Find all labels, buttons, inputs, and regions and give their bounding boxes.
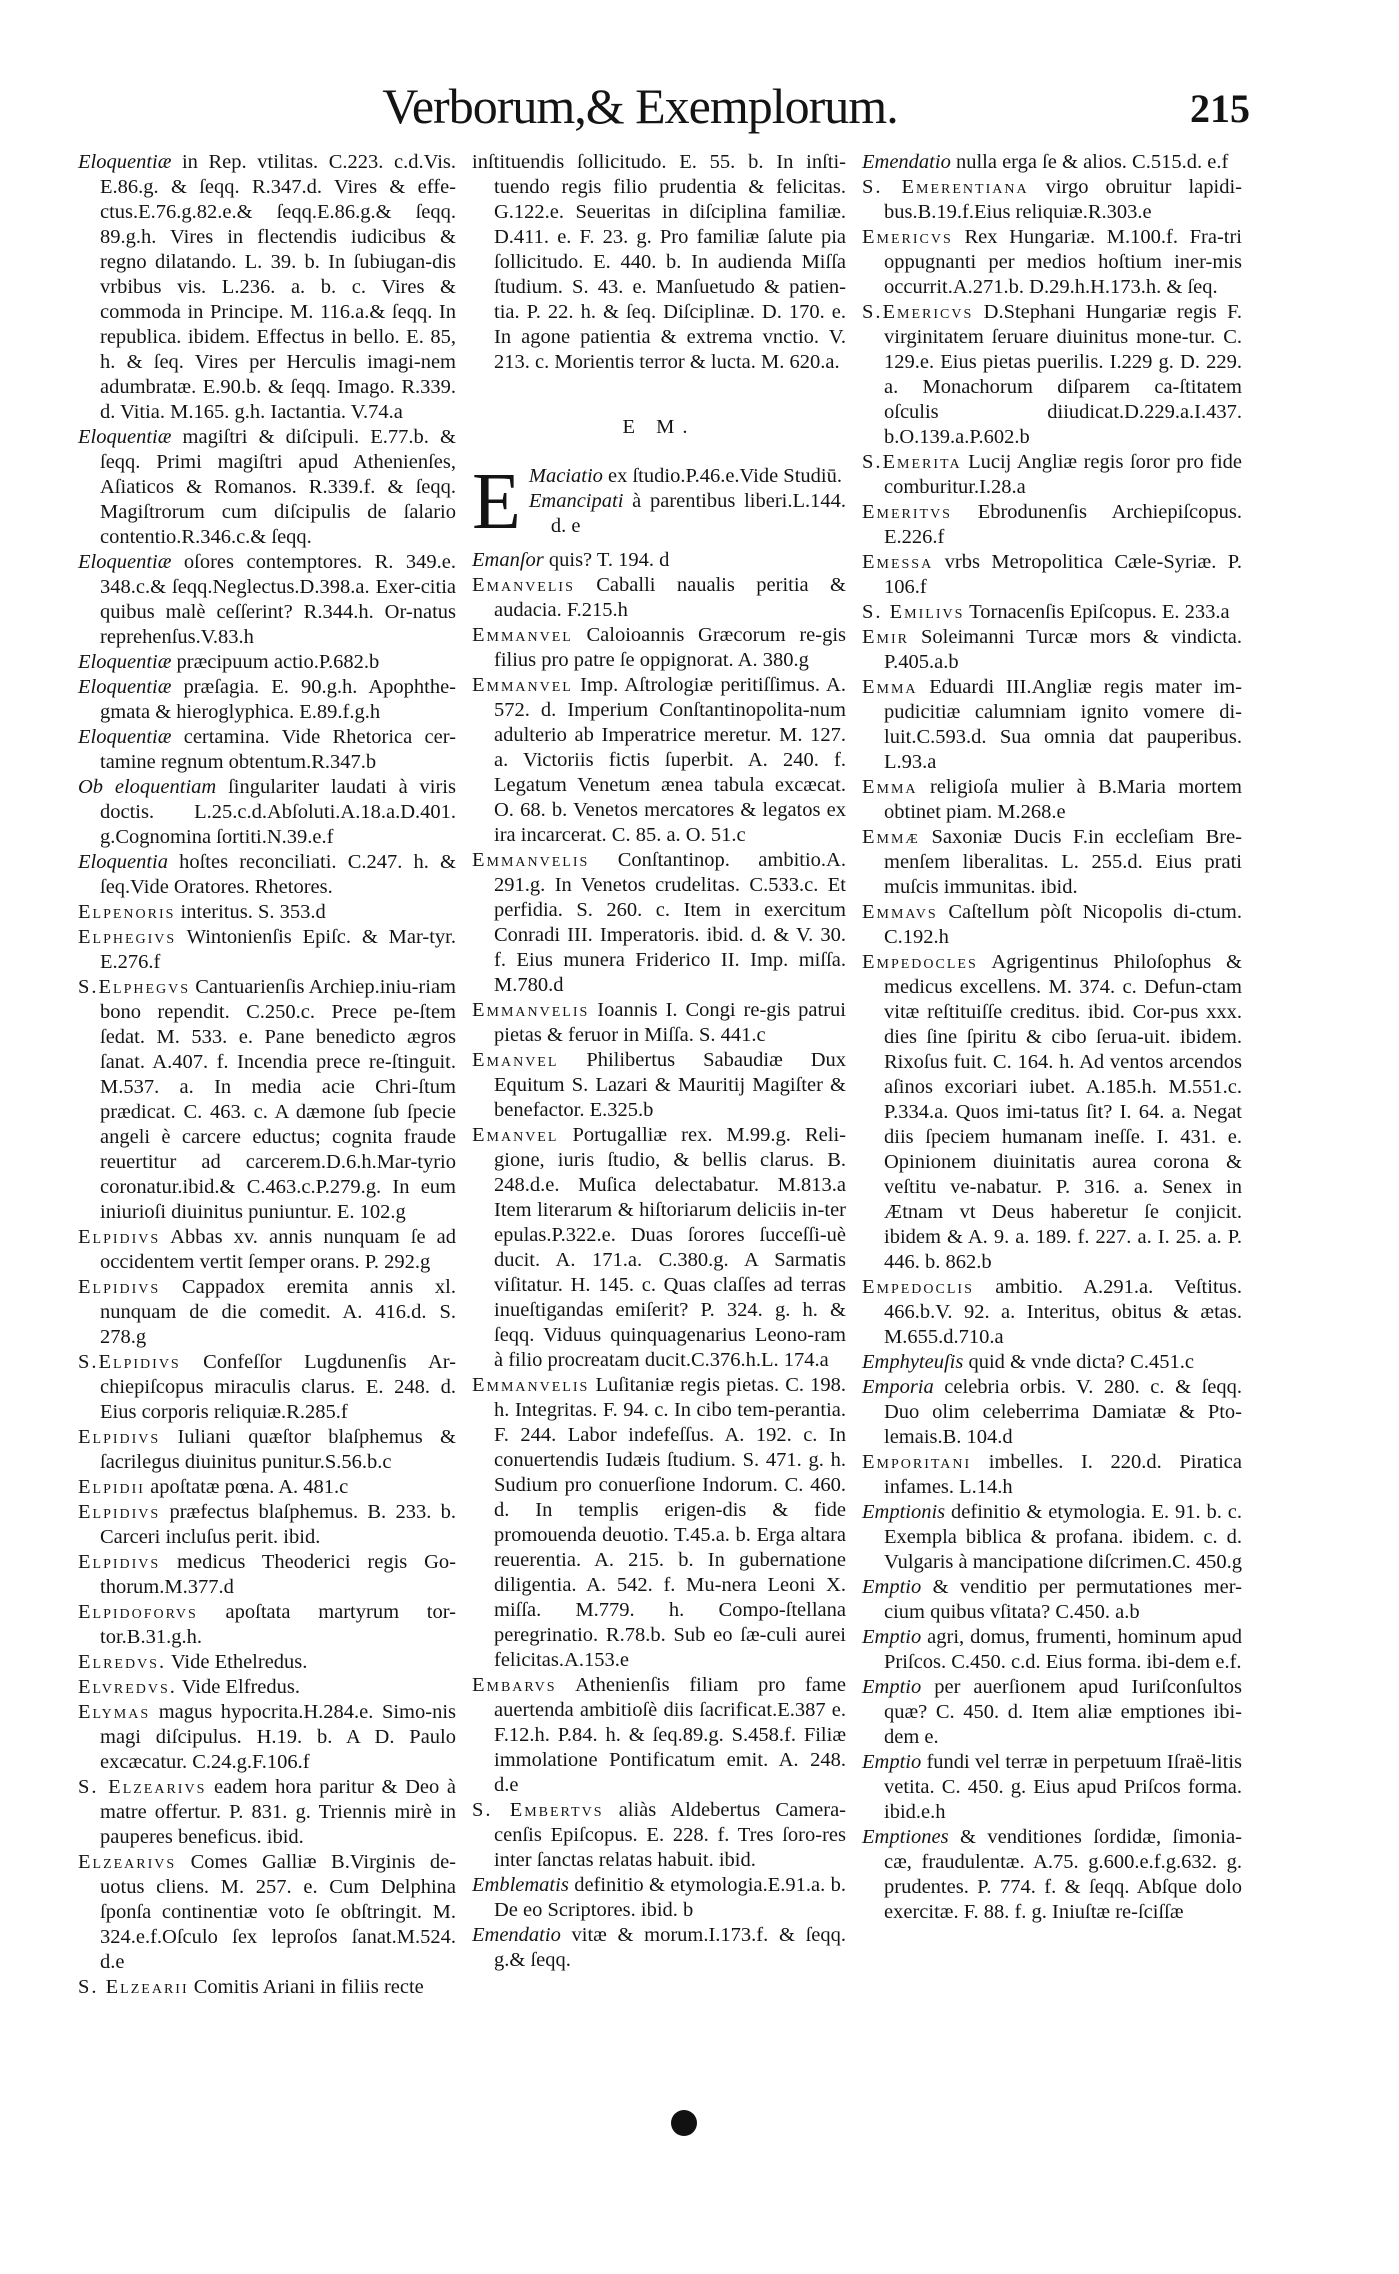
entry-headword: Emptio xyxy=(862,1576,922,1598)
index-entry xyxy=(78,1225,456,1275)
em-entries xyxy=(472,548,846,1973)
entry-text: Caballi naualis peritia & audacia. F.215.h xyxy=(494,574,846,621)
entry-headword: Elpidivs xyxy=(78,1551,161,1573)
entry-headword: Emmavs xyxy=(862,901,938,923)
index-entry xyxy=(78,675,456,725)
entry-text: quis? T. 194. d xyxy=(543,549,670,571)
index-entry xyxy=(78,1775,456,1850)
entry-headword: Emma xyxy=(862,676,918,698)
entry-text: Abbas xv. annis nunquam ſe ad occidentem vertit ſemper orans. P. 292.g xyxy=(100,1226,456,1273)
entry-headword: Emporia xyxy=(862,1376,934,1398)
entry-text: Ioannis I. Congi re-gis patrui pietas & feruor in Miſſa. S. 441.c xyxy=(494,999,846,1046)
entry-text: definitio & etymologia. E. 91. b. c. Exempla biblica & profana. ibidem. c. d. Vulgaris à mancipatione diſcrimen.C. 450.g xyxy=(884,1501,1242,1573)
entry-headword: Ob eloquentiam xyxy=(78,776,217,798)
entry-headword: Emmanvel xyxy=(472,674,573,696)
entry-text: magus hypocrita.H.284.e. Simo-nis magi diſcipulus. H.19. b. A D. Paulo excæcatur. C.24.g.F.106.f xyxy=(100,1701,456,1773)
index-entry xyxy=(472,150,846,375)
entry-text: præcipuum actio.P.682.b xyxy=(171,651,380,673)
entry-text: in Rep. vtilitas. C.223. c.d.Vis. E.86.g. & ſeqq. R.347.d. Vires & effe-ctus.E.76.g.82.e.& ſeqq.E.86.g.& ſeqq. 89.g.h. Vires in flectendis iudicibus & regno dilatando. L. 39. b. In ſubiugan-dis vrbibus vis. L.236. a. b. c. Vires & commoda in Principe. M. 116.a.& ſeqq. In republica. ibidem. Effectus in bello. E. 85, h. & ſeq. Vires per Herculis imagi-nem adumbratæ. E.90.b. & ſeqq. Imago. R.339. d. Vitia. M.165. g.h. Iactantia. V.74.a xyxy=(100,151,456,423)
entry-text: præſagia. E. 90.g.h. Apophthe-gmata & hieroglyphica. E.89.f.g.h xyxy=(100,676,456,723)
entry-text: vrbs Metropolitica Cæle-Syriæ. P. 106.f xyxy=(884,551,1242,598)
entry-text: quid & vnde dicta? C.451.c xyxy=(963,1351,1194,1373)
entry-headword: S.Elphegvs xyxy=(78,976,191,998)
index-entry xyxy=(78,1425,456,1475)
entry-headword: S.Emericvs xyxy=(862,301,974,323)
entry-headword: Elpenoris xyxy=(78,901,176,923)
entry-headword: Emmanvelis xyxy=(472,849,590,871)
index-entry xyxy=(862,1375,1242,1450)
entry-headword: Elphegivs xyxy=(78,926,177,948)
entry-headword: Emanvelis xyxy=(472,574,575,596)
index-entry xyxy=(862,1625,1242,1675)
entry-text: magiſtri & diſcipuli. E.77.b. & ſeqq. Primi magiſtri apud Athenienſes, Aſiaticos & Romanos. R.339.f. & ſeqq. Magiſtrorum cum diſcipulis de ſalario contentio.R.346.c.& ſeqq. xyxy=(100,426,456,548)
index-entry xyxy=(472,1373,846,1673)
entry-text: eadem hora paritur & Deo à matre offertur. P. 831. g. Triennis mirè in pauperes beneficus. ibid. xyxy=(100,1776,456,1848)
index-entry xyxy=(862,625,1242,675)
index-entry xyxy=(862,1675,1242,1750)
entry-text: Confeſſor Lugdunenſis Ar-chiepiſcopus miraculis clarus. E. 248. d. Eius corporis reliquiæ.R.285.f xyxy=(100,1351,456,1423)
entry-text: per auerſionem apud Iuriſconſultos quæ? C. 450. d. Item aliæ emptiones ibi-dem e. xyxy=(884,1676,1242,1748)
entry-headword: Elpidivs xyxy=(78,1426,161,1448)
entry-headword: Empedocles xyxy=(862,951,978,973)
entry-text: Rex Hungariæ. M.100.f. Fra-tri oppugnanti per medios hoſtium iner-mis occurrit.A.271.b. D.29.h.H.173.h. & ſeq. xyxy=(884,226,1242,298)
entry-text: Comes Galliæ B.Virginis de-uotus cliens. M. 257. e. Cum Delphina ſponſa continentiæ voto ſe obſtringit. M. 324.e.f.Oſculo ſex leproſos ſanat.M.524. d.e xyxy=(100,1851,456,1973)
index-entry xyxy=(472,1048,846,1123)
index-entry xyxy=(472,1798,846,1873)
index-entry xyxy=(472,1673,846,1798)
index-entry xyxy=(78,1475,456,1500)
entry-text: præfectus blaſphemus. B. 233. b. Carceri incluſus perit. ibid. xyxy=(100,1501,456,1548)
page-number: 215 xyxy=(1190,86,1250,131)
entry-text: Wintonienſis Epiſc. & Mar-tyr. E.276.f xyxy=(100,926,456,973)
drop-cap: E xyxy=(472,458,521,546)
index-entry xyxy=(862,1575,1242,1625)
entry-text: vitæ & morum.I.173.f. & ſeqq. g.& ſeqq. xyxy=(494,1924,846,1971)
index-entry xyxy=(472,848,846,998)
entry-text: Caloioannis Græcorum re-gis filius pro patre ſe oppignorat. A. 380.g xyxy=(494,624,846,671)
index-entry xyxy=(78,1600,456,1650)
entry-headword: Emblematis xyxy=(472,1874,569,1896)
entry-text: & venditio per permutationes mer-cium quibus vſitata? C.450. a.b xyxy=(884,1576,1242,1623)
entry-text: ambitio. A.291.a. Veſtitus. 466.b.V. 92. a. Interitus, obitus & ætas. M.655.d.710.a xyxy=(884,1276,1242,1348)
entry-headword: Eloquentiæ xyxy=(78,726,172,748)
entry-headword: Eloquentiæ xyxy=(78,651,172,673)
index-entry xyxy=(78,550,456,650)
index-entry xyxy=(78,650,456,675)
index-entry xyxy=(78,850,456,900)
entry-headword: Emphyteuſis xyxy=(862,1351,964,1373)
index-entry xyxy=(862,1825,1242,1925)
entry-text: Caſtellum pòſt Nicopolis di-ctum. C.192.h xyxy=(884,901,1242,948)
entry-text: certamina. Vide Rhetorica cer-tamine regnum obtentum.R.347.b xyxy=(100,726,456,773)
entry-text: Vide Elfredus. xyxy=(176,1676,300,1698)
entry-text: Comitis Ariani in filiis recte xyxy=(188,1976,424,1998)
index-entry xyxy=(862,300,1242,450)
entry-headword: S.Emerita xyxy=(862,451,962,473)
index-entry xyxy=(78,1975,456,2000)
entry-text: Conſtantinop. ambitio.A. 291.g. In Venetos crudelitas. C.533.c. Et perfidia. S. 260. c. Item in exercitum Conradi III. Imperatoris. ibid. d. & V. 30. f. Eius munera Friderico II. Imp. miſſa. M.780.d xyxy=(494,849,846,996)
entry-headword: Emmæ xyxy=(862,826,920,848)
entry-text: Portugalliæ rex. M.99.g. Reli-gione, iuris ſtudio, & bellis clarus. B. 248.d.e. Muſica delectabatur. M.813.a Item literarum & hiſtoriarum deliciis in-ter epulas.P.322.e. Duas ſorores ſucceſſi-uè ducit. A. 171.a. C.380.g. A Sarmatis viſitatur. H. 145. c. Quas claſſes ad terras inueſtigandas emiſerit? P. 324. g. h. & ſeqq. Viduus quinquagenarius Leono-ram à filio procreatam ducit.C.376.h.L. 174.a xyxy=(494,1124,846,1371)
index-entry xyxy=(862,1275,1242,1350)
entry-headword: Elzearivs xyxy=(78,1851,177,1873)
entry-text: virgo obruitur lapidi-bus.B.19.f.Eius reliquiæ.R.303.e xyxy=(884,176,1242,223)
entry-headword: Emmanvelis xyxy=(472,999,590,1021)
entry-text: medicus Theoderici regis Go-thorum.M.377.d xyxy=(100,1551,456,1598)
index-entry xyxy=(472,623,846,673)
drop-cap-block xyxy=(472,458,846,546)
entry-headword: Maciatio xyxy=(528,465,603,487)
entry-headword: Elvredvs. xyxy=(78,1676,177,1698)
index-entry xyxy=(78,775,456,850)
index-entry xyxy=(862,675,1242,775)
index-entry xyxy=(862,225,1242,300)
entry-text: interitus. S. 353.d xyxy=(175,901,326,923)
index-entry xyxy=(862,1350,1242,1375)
entry-headword: S. Emerentiana xyxy=(862,176,1029,198)
index-entry xyxy=(862,1450,1242,1500)
entry-text: hoſtes reconciliati. C.247. h. & ſeq.Vide Oratores. Rhetores. xyxy=(100,851,456,898)
entry-text: Athenienſis filiam pro fame auertenda ambitioſè diis ſacrificat.E.387 e. F.12.h. P.84. h. & ſeq.89.g. S.458.f. Filiæ immolatione Pontificatum emit. A. 248. d.e xyxy=(494,1674,846,1796)
entry-headword: Eloquentiæ xyxy=(78,426,172,448)
entry-text: Iuliani quæſtor blaſphemus & ſacrilegus diuinitus punitur.S.56.b.c xyxy=(100,1426,456,1473)
continued-entries xyxy=(472,150,846,375)
entry-headword: Eloquentiæ xyxy=(78,151,172,173)
index-entry xyxy=(862,550,1242,600)
entry-headword: Eloquentia xyxy=(78,851,168,873)
entry-headword: Emanſor xyxy=(472,549,544,571)
entry-headword: Emancipati xyxy=(528,490,624,512)
index-entry xyxy=(862,1500,1242,1575)
entry-headword: Elpidii xyxy=(78,1476,145,1498)
index-entry xyxy=(78,425,456,550)
entry-headword: Elpidivs xyxy=(78,1501,161,1523)
entry-headword: Emmanvelis xyxy=(472,1374,590,1396)
index-column-3 xyxy=(862,150,1242,1925)
entry-headword: Elredvs. xyxy=(78,1651,167,1673)
index-entry xyxy=(472,1873,846,1923)
entry-text: oſores contemptores. R. 349.e. 348.c.& ſeqq.Neglectus.D.398.a. Exer-citia quibus malè ceſſerint? R.344.h. Or-natus reprehenſus.V.83.h xyxy=(100,551,456,648)
ink-blot-ornament xyxy=(671,2110,697,2136)
running-title: Verborum,& Exemplorum. xyxy=(382,78,898,134)
entry-headword: S. Emilivs xyxy=(862,601,965,623)
entry-text: aliàs Aldebertus Camera-cenſis Epiſcopus. E. 228. f. Tres ſoro-res inter ſanctas relatas habuit. ibid. xyxy=(494,1799,846,1871)
entry-text: D.Stephani Hungariæ regis F. virginitatem ſeruare diuinitus mone-tur. C. 129.e. Eius pietas puerilis. I.229 g. D. 229. a. Monachorum diſparem ca-ſtitatem oſculis diiudicat.D.229.a.I.437. b.O.139.a.P.602.b xyxy=(884,301,1242,448)
entry-headword: Emendatio xyxy=(472,1924,561,1946)
entry-headword: Emeritvs xyxy=(862,501,952,523)
entry-headword: Emmanvel xyxy=(472,624,573,646)
entry-text: fundi vel terræ in perpetuum Iſraë-litis vetita. C. 450. g. Eius apud Priſcos forma. ibid.e.h xyxy=(884,1751,1242,1823)
index-entry xyxy=(862,1750,1242,1825)
entry-headword: S. Elzearivs xyxy=(78,1776,207,1798)
index-entry xyxy=(472,1923,846,1973)
entry-text: Luſitaniæ regis pietas. C. 198. h. Integritas. F. 94. c. In cibo tem-perantia. F. 244. Labor indefeſſus. A. 192. c. In conuertendis Iudæis ſtudium. S. 471. g. h. Sudium pro conuerſione Indorum. C. 460. d. In templis erigen-dis & fide promouenda deuotio. T.45.a. b. Erga altara reuerentia. A. 215. b. In gubernatione diligentia. A. 542. f. Mu-nera Leoni X. miſſa. M.779. h. Compo-ſtellana peregrinatio. R.78.b. Sub eo ſæ-culi aurei felicitas.A.153.e xyxy=(494,1374,846,1671)
entry-headword: Elpidoforvs xyxy=(78,1601,198,1623)
entry-headword: Elymas xyxy=(78,1701,151,1723)
entry-headword: Emir xyxy=(862,626,909,648)
index-entry xyxy=(78,925,456,975)
entry-text: apoſtata martyrum tor-tor.B.31.g.h. xyxy=(100,1601,456,1648)
entry-headword: Emma xyxy=(862,776,918,798)
index-entry xyxy=(78,1650,456,1675)
index-entry xyxy=(862,825,1242,900)
index-entry xyxy=(78,725,456,775)
index-entry xyxy=(78,150,456,425)
entry-text: celebria orbis. V. 280. c. & ſeqq. Duo olim celeberrima Damiatæ & Pto-lemais.B. 104.d xyxy=(884,1376,1242,1448)
entry-headword: Emanvel xyxy=(472,1049,559,1071)
entry-headword: Emptio xyxy=(862,1676,922,1698)
index-entry xyxy=(472,673,846,848)
index-entry xyxy=(78,975,456,1225)
index-entry xyxy=(78,900,456,925)
entry-headword: Emptionis xyxy=(862,1501,946,1523)
entry-text: Philibertus Sabaudiæ Dux Equitum S. Lazari & Mauritij Magiſter & benefactor. E.325.b xyxy=(494,1049,846,1121)
index-entry xyxy=(78,1350,456,1425)
drop-cap-entries xyxy=(529,464,846,539)
section-heading: E M. xyxy=(622,416,696,438)
entry-text: Eduardi III.Angliæ regis mater im-pudicitiæ calumniam ignito vomere di-luit.C.593.d. Sua omnia dat pauperibus. L.93.a xyxy=(884,676,1242,773)
index-entry xyxy=(862,600,1242,625)
entry-text: Agrigentinus Philoſophus & medicus excellens. M. 374. c. Defun-ctam vitæ reſtituiſſe creditus. ibid. Cor-pus xxx. dies ſine ſpiritu & cibo ſerua-uit. ibidem. Rixoſus fuit. C. 164. h. Ad ventos arcendos aſinos excoriari iubet. A.185.h. M.551.c. P.334.a. Quos imi-tatus ſit? I. 64. a. Negat diis ſpeciem humanam ineſſe. I. 431. e. Opinionem diuinitatis aurea corona & veſtitu ve-nabatur. P. 316. a. Senex in Ætnam vt Deus haberetur ſe conjicit. ibidem & A. 9. a. 189. f. 227. a. I. 25. a. P. 446. b. 862.b xyxy=(884,951,1242,1273)
entry-text: apoſtatæ pœna. A. 481.c xyxy=(144,1476,349,1498)
entry-text: Ebrodunenſis Archiepiſcopus. E.226.f xyxy=(884,501,1242,548)
entry-text: Vide Ethelredus. xyxy=(166,1651,308,1673)
entry-headword: Embarvs xyxy=(472,1674,557,1696)
entry-headword: Emptio xyxy=(862,1751,922,1773)
entry-headword: Emendatio xyxy=(862,151,951,173)
entry-headword: Elpidivs xyxy=(78,1226,161,1248)
entry-text: ſingulariter laudati à viris doctis. L.25.c.d.Abſoluti.A.18.a.D.401. g.Cognomina ſortiti.N.39.e.f xyxy=(100,776,456,848)
entry-text: Lucij Angliæ regis ſoror pro fide comburitur.I.28.a xyxy=(884,451,1242,498)
entry-headword: S. Elzearii xyxy=(78,1976,189,1998)
entry-headword: Eloquentiæ xyxy=(78,676,172,698)
entry-headword: Empedoclis xyxy=(862,1276,974,1298)
index-entry xyxy=(78,1675,456,1700)
index-entry xyxy=(78,1550,456,1600)
index-column-2 xyxy=(472,150,846,1973)
entry-text: Imp. Aſtrologiæ peritiſſimus. A. 572. d. Imperium Conſtantinopolita-num adulterio ab Imperatrice meretur. M. 127. a. Victoriis fictis ſuperbit. A. 240. f. Legatum Venetum ænea tabula excæcat. O. 68. b. Venetos mercatores & legatos ex ira incarcerat. C. 85. a. O. 51.c xyxy=(494,674,846,846)
entry-headword: Emericvs xyxy=(862,226,953,248)
entry-text: Cantuarienſis Archiep.iniu-riam bono rependit. C.250.c. Prece pe-ſtem ſedat. M. 533. e. Pane benedicto ægros ſanat. A.407. f. Incendia prece re-ſtinguit. M.537. a. In media acie Chri-ſtum prædicat. C. 463. c. A dæmone ſub ſpecie angeli è carcere eductus; cognita fraude reuertitur ad carcerem.D.6.h.Mar-tyrio coronatur.ibid.& C.463.c.P.279.g. In eum iniurioſi diuinitus puniuntur. E. 102.g xyxy=(100,976,456,1223)
entry-text: Saxoniæ Ducis F.in eccleſiam Bre-menſem liberalitas. L. 255.d. Eius prati muſcis immunitas. ibid. xyxy=(884,826,1242,898)
index-entry xyxy=(78,1500,456,1550)
entry-text: à parentibus liberi.L.144. d. e xyxy=(550,490,846,537)
index-entry xyxy=(862,775,1242,825)
entry-headword: S.Elpidivs xyxy=(78,1351,181,1373)
entry-text: Cappadox eremita annis xl. nunquam de die comedit. A. 416.d. S. 278.g xyxy=(100,1276,456,1348)
entry-text: nulla erga ſe & alios. C.515.d. e.f xyxy=(950,151,1229,173)
index-entry xyxy=(472,998,846,1048)
entry-headword: Elpidivs xyxy=(78,1276,161,1298)
entry-headword: Eloquentiæ xyxy=(78,551,172,573)
entry-text: inſtituendis ſollicitudo. E. 55. b. In inſti-tuendo regis filio prudentia & felicitas. G.122.e. Seueritas in diſciplina familiæ. D.411. e. F. 23. g. Pro familiæ ſalute pia ſollicitudo. E. 440. b. In audienda Miſſa ſtudium. S. 43. e. Manſuetudo & patien-tia. P. 22. h. & ſeq. Diſciplinæ. D. 170. e. In agone patientia & extrema vnctio. V. 213. c. Morientis terror & lucta. M. 620.a. xyxy=(472,151,846,373)
index-entry xyxy=(862,450,1242,500)
index-entry xyxy=(78,1275,456,1350)
index-entry xyxy=(529,489,846,539)
entry-text: agri, domus, frumenti, hominum apud Priſcos. C.450. c.d. Eius forma. ibi-dem e.f. xyxy=(884,1626,1242,1673)
index-entry xyxy=(862,500,1242,550)
entry-text: Tornacenſis Epiſcopus. E. 233.a xyxy=(964,601,1230,623)
entry-text: Soleimanni Turcæ mors & vindicta. P.405.a.b xyxy=(884,626,1242,673)
index-entry xyxy=(472,573,846,623)
index-entry xyxy=(529,464,846,489)
index-entry xyxy=(862,175,1242,225)
index-entry xyxy=(862,150,1242,175)
entry-text: religioſa mulier à B.Maria mortem obtinet piam. M.268.e xyxy=(884,776,1242,823)
index-entry xyxy=(862,950,1242,1275)
entry-text: ex ſtudio.P.46.e.Vide Studiū. xyxy=(602,465,842,487)
entry-text: definitio & etymologia.E.91.a. b. De eo Scriptores. ibid. b xyxy=(494,1874,846,1921)
entry-text: & venditiones ſordidæ, ſimonia-cæ, fraudulentæ. A.75. g.600.e.f.g.632. g. prudentes. P. 774. f. & ſeqq. Abſque dolo exercitæ. F. 88. f. g. Iniuſtæ re-ſciſſæ xyxy=(884,1826,1242,1923)
entry-text: imbelles. I. 220.d. Piratica infames. L.14.h xyxy=(884,1451,1242,1498)
entry-headword: Emptiones xyxy=(862,1826,949,1848)
index-entry xyxy=(472,548,846,573)
entry-headword: Emanvel xyxy=(472,1124,559,1146)
entry-headword: S. Embertvs xyxy=(472,1799,604,1821)
index-entry xyxy=(78,1850,456,1975)
index-entry xyxy=(862,900,1242,950)
entry-headword: Emessa xyxy=(862,551,934,573)
index-entry xyxy=(78,1700,456,1775)
entry-headword: Emporitani xyxy=(862,1451,972,1473)
index-column-1 xyxy=(78,150,456,2000)
index-entry xyxy=(472,1123,846,1373)
entry-headword: Emptio xyxy=(862,1626,922,1648)
